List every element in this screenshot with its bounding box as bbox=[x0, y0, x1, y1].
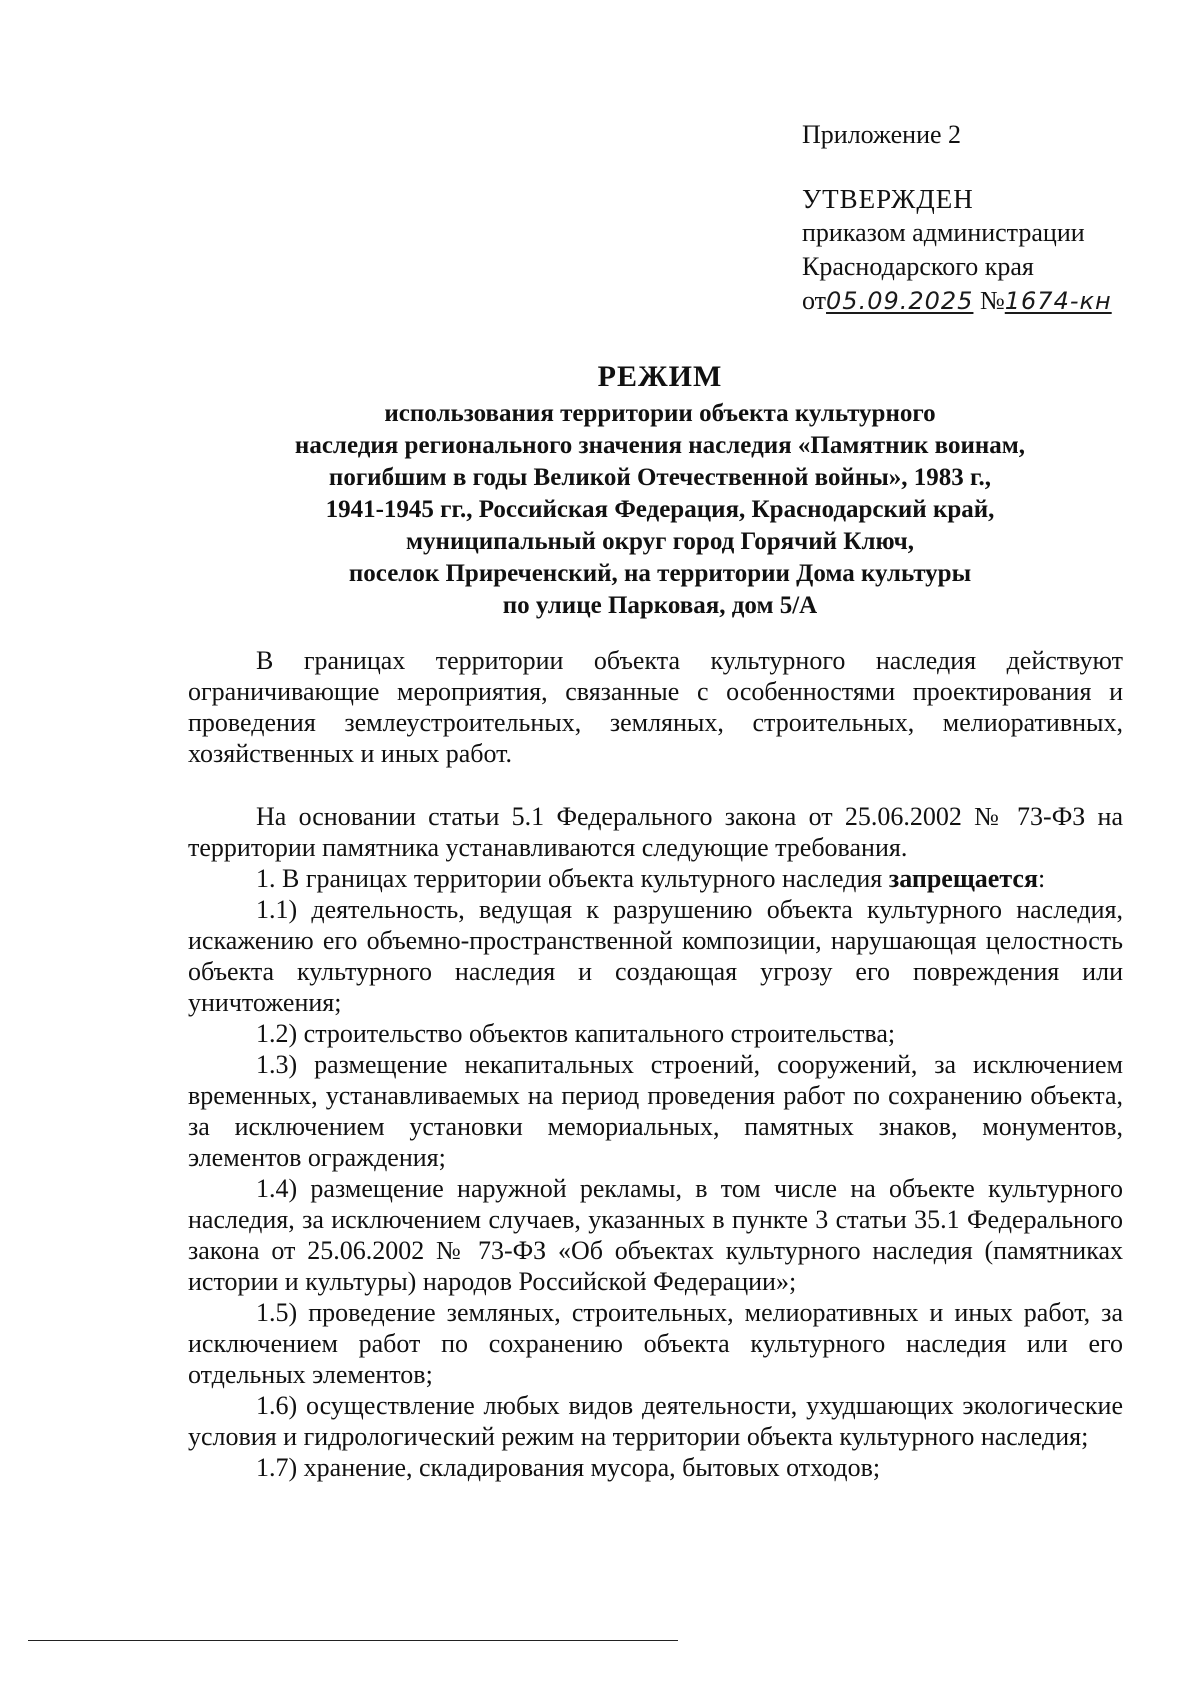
title-line: 1941-1945 гг., Российская Федерация, Краснодарский край, bbox=[325, 496, 995, 523]
list-item: 1.1) деятельность, ведущая к разрушению объекта культурного наследия, искажению его объемно-пространственной композиции, нарушающая целостность объекта культурного наследия и создающая угрозу его повреждения или уничтожения; bbox=[188, 895, 1123, 1017]
title-line: по улице Парковая, дом 5/А bbox=[502, 592, 818, 619]
approval-block bbox=[802, 118, 1162, 318]
appendix-label: Приложение 2 bbox=[802, 120, 962, 149]
title-line: поселок Приреченский, на территории Дома культуры bbox=[348, 560, 972, 587]
list-item: 1.2) строительство объектов капитального строительства; bbox=[256, 1019, 896, 1048]
document-title bbox=[180, 358, 1140, 622]
approval-date-number bbox=[802, 284, 1162, 318]
document-body bbox=[188, 645, 1123, 1483]
list-item: 1.6) осуществление любых видов деятельности, ухудшающих экологические условия и гидрологический режим на территории объекта культурного наследия; bbox=[188, 1391, 1123, 1451]
handwritten-date: 05.09.2025 bbox=[826, 287, 974, 315]
item-1 bbox=[188, 863, 1123, 894]
approval-line-2: Краснодарского края bbox=[802, 252, 1034, 281]
basis-paragraph: На основании статьи 5.1 Федерального закона от 25.06.2002 № 73-ФЗ на территории памятника устанавливаются следующие требования. bbox=[188, 802, 1123, 862]
title-line: наследия регионального значения наследия «Памятник воинам, bbox=[294, 432, 1026, 459]
item-1-bold: запрещается bbox=[888, 864, 1039, 893]
list-item: 1.5) проведение земляных, строительных, мелиоративных и иных работ, за исключением работ по сохранению объекта культурного наследия или его отдельных элементов; bbox=[188, 1298, 1123, 1389]
number-prefix: № bbox=[979, 286, 1005, 315]
list-item: 1.4) размещение наружной рекламы, в том числе на объекте культурного наследия, за исключением случаев, указанных в пункте 3 статьи 35.1 Федерального закона от 25.06.2002 № 73-ФЗ «Об объектах культурного наследия (памятниках истории и культуры) народов Российской Федерации»; bbox=[188, 1174, 1123, 1296]
handwritten-number: 1674-кн bbox=[1004, 287, 1112, 315]
title-line: использования территории объекта культурного bbox=[384, 400, 936, 427]
date-prefix: от bbox=[802, 286, 827, 315]
item-1-text: 1. В границах территории объекта культурного наследия bbox=[256, 864, 889, 893]
list-item: 1.7) хранение, складирования мусора, бытовых отходов; bbox=[256, 1453, 881, 1482]
approval-heading: УТВЕРЖДЕН bbox=[802, 184, 974, 214]
title-line: муниципальный округ город Горячий Ключ, bbox=[406, 528, 914, 555]
footnote-divider bbox=[28, 1640, 678, 1641]
list-item: 1.3) размещение некапитальных строений, сооружений, за исключением временных, устанавливаемых на период проведения работ по сохранению объекта, за исключением установки мемориальных, памятных знаков, монументов, элементов ограждения; bbox=[188, 1050, 1123, 1172]
approval-line-1: приказом администрации bbox=[802, 218, 1085, 247]
title-line: погибшим в годы Великой Отечественной войны», 1983 г., bbox=[328, 464, 992, 491]
intro-paragraph: В границах территории объекта культурного наследия действуют ограничивающие мероприятия, связанные с особенностями проектирования и проведения землеустроительных, земляных, строительных, мелиоративных, хозяйственных и иных работ. bbox=[188, 646, 1123, 768]
title-main: РЕЖИМ bbox=[597, 360, 723, 393]
item-1-colon: : bbox=[1038, 864, 1046, 893]
